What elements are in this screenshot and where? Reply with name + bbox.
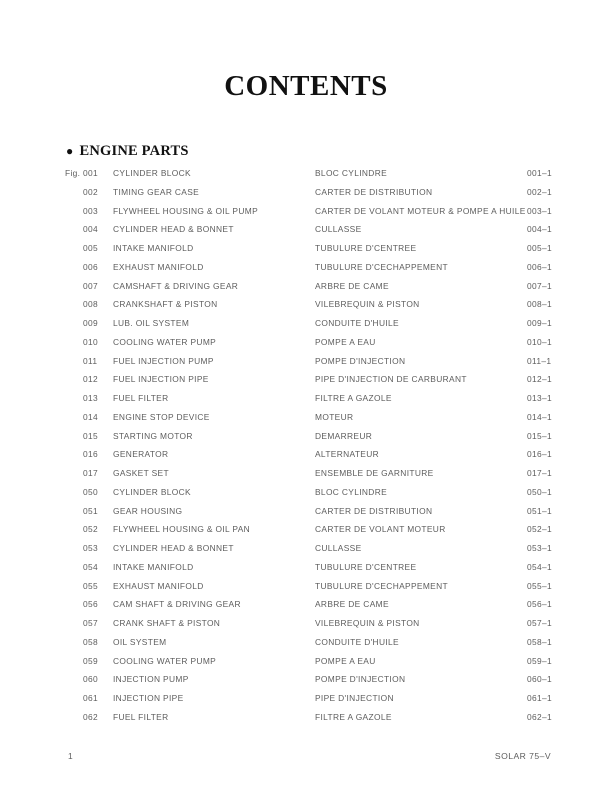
row-page-number: 052–1: [527, 524, 553, 535]
row-title-french: TUBULURE D'CECHAPPEMENT: [315, 580, 448, 591]
row-title-french: CULLASSE: [315, 543, 362, 553]
row-page-number: 001–1: [527, 168, 553, 178]
row-figure-number: 002: [83, 186, 99, 197]
row-title-english: GENERATOR: [113, 449, 169, 460]
row-figure-number: 060: [83, 674, 99, 685]
row-title-english: INTAKE MANIFOLD: [113, 561, 194, 572]
row-title-french: VILEBREQUIN & PISTON: [315, 618, 420, 628]
row-page-number: 014–1: [527, 411, 553, 422]
row-title-english: COOLING WATER PUMP: [113, 336, 217, 347]
row-title-french: POMPE A EAU: [315, 655, 376, 666]
row-title-french: ARBRE DE CAME: [315, 599, 389, 610]
row-title-english: FUEL FILTER: [113, 711, 169, 722]
table-row[interactable]: [0, 712, 612, 731]
table-row[interactable]: [0, 449, 612, 468]
row-figure-number: 058: [83, 636, 99, 647]
row-title-french: ALTERNATEUR: [315, 449, 380, 460]
row-title-english: EXHAUST MANIFOLD: [113, 580, 204, 591]
row-page-number: 002–1: [527, 186, 553, 197]
row-title-french: VILEBREQUIN & PISTON: [315, 299, 420, 310]
row-page-number: 004–1: [527, 224, 553, 235]
row-title-french: ARBRE DE CAME: [315, 280, 389, 291]
row-title-english: COOLING WATER PUMP: [113, 655, 217, 666]
row-title-english: INJECTION PUMP: [113, 674, 189, 685]
row-page-number: 008–1: [527, 299, 553, 310]
row-title-english: FUEL FILTER: [113, 393, 169, 403]
row-title-french: CARTER DE VOLANT MOTEUR & POMPE A HUILE: [315, 205, 526, 216]
row-page-number: 010–1: [527, 336, 553, 347]
row-page-number: 054–1: [527, 561, 553, 572]
row-figure-number: 051: [83, 505, 99, 516]
row-page-number: 013–1: [527, 393, 553, 403]
row-title-english: CAMSHAFT & DRIVING GEAR: [113, 280, 239, 291]
row-title-french: CARTER DE VOLANT MOTEUR: [315, 524, 446, 535]
table-row[interactable]: [0, 468, 612, 487]
row-title-english: STARTING MOTOR: [113, 430, 193, 441]
row-title-english: INJECTION PIPE: [113, 693, 184, 703]
row-title-english: LUB. OIL SYSTEM: [113, 318, 190, 328]
row-title-french: MOTEUR: [315, 411, 354, 422]
row-figure-number: 059: [83, 655, 99, 666]
row-title-english: FUEL INJECTION PUMP: [113, 355, 214, 366]
table-row[interactable]: [0, 674, 612, 693]
row-title-english: CYLINDER HEAD & BONNET: [113, 224, 234, 235]
table-row[interactable]: [0, 599, 612, 618]
row-title-french: CARTER DE DISTRIBUTION: [315, 505, 433, 516]
row-figure-number: 011: [83, 355, 98, 366]
table-row[interactable]: [0, 374, 612, 393]
row-title-french: POMPE D'INJECTION: [315, 355, 406, 366]
row-page-number: 012–1: [527, 374, 553, 385]
row-title-french: POMPE D'INJECTION: [315, 674, 406, 685]
row-figure-number: 004: [83, 224, 99, 235]
row-title-english: FUEL INJECTION PIPE: [113, 374, 209, 385]
row-figure-number: 003: [83, 205, 99, 216]
table-row[interactable]: [0, 187, 612, 206]
row-title-english: OIL SYSTEM: [113, 636, 167, 647]
row-figure-number: 014: [83, 411, 99, 422]
row-title-french: CULLASSE: [315, 224, 362, 235]
row-figure-number: 054: [83, 561, 99, 572]
page-title: CONTENTS: [224, 70, 388, 102]
table-row[interactable]: [0, 431, 612, 450]
row-title-french: ENSEMBLE DE GARNITURE: [315, 468, 434, 478]
row-title-french: CARTER DE DISTRIBUTION: [315, 186, 433, 197]
table-row[interactable]: [0, 281, 612, 300]
row-page-number: 050–1: [527, 486, 553, 497]
footer-page-number: 1: [68, 751, 73, 761]
row-figure-number: 016: [83, 449, 99, 460]
table-row[interactable]: [0, 356, 612, 375]
row-page-number: 016–1: [527, 449, 553, 460]
table-row[interactable]: [0, 318, 612, 337]
row-figure-number: 057: [83, 618, 99, 628]
table-row[interactable]: [0, 543, 612, 562]
row-page-number: 056–1: [527, 599, 553, 610]
page-footer: [0, 751, 612, 767]
row-title-english: GEAR HOUSING: [113, 505, 183, 516]
table-row[interactable]: [0, 618, 612, 637]
row-title-english: CRANKSHAFT & PISTON: [113, 299, 218, 310]
table-row[interactable]: [0, 524, 612, 543]
row-title-french: DEMARREUR: [315, 430, 373, 441]
row-title-french: BLOC CYLINDRE: [315, 168, 388, 178]
table-row[interactable]: [0, 224, 612, 243]
row-title-french: FILTRE A GAZOLE: [315, 711, 392, 722]
row-page-number: 060–1: [527, 674, 553, 685]
row-page-number: 009–1: [527, 318, 553, 328]
row-title-english: FLYWHEEL HOUSING & OIL PUMP: [113, 205, 259, 216]
table-row[interactable]: [0, 243, 612, 262]
row-figure-number: 005: [83, 243, 99, 253]
row-figure-number: 013: [83, 393, 99, 403]
row-title-french: PIPE D'INJECTION: [315, 693, 394, 703]
row-page-number: 007–1: [527, 280, 553, 291]
row-title-french: TUBULURE D'CECHAPPEMENT: [315, 261, 448, 272]
row-figure-number: 061: [83, 693, 99, 703]
row-title-english: CYLINDER BLOCK: [113, 168, 191, 178]
row-figure-number: 012: [83, 374, 99, 385]
row-fig-label: Fig.: [65, 168, 81, 178]
table-row[interactable]: [0, 412, 612, 431]
row-figure-number: 017: [83, 468, 99, 478]
table-of-contents: [0, 168, 612, 731]
row-title-english: EXHAUST MANIFOLD: [113, 261, 204, 272]
row-page-number: 011–1: [527, 355, 552, 366]
row-page-number: 062–1: [527, 711, 553, 722]
row-title-french: TUBULURE D'CENTREE: [315, 243, 417, 253]
table-row[interactable]: [0, 168, 612, 187]
footer-model-name: SOLAR 75–V: [494, 751, 551, 761]
row-title-english: TIMING GEAR CASE: [113, 186, 200, 197]
section-heading-engine-parts: [66, 143, 189, 160]
row-figure-number: 010: [83, 336, 99, 347]
row-page-number: 061–1: [527, 693, 553, 703]
table-row[interactable]: [0, 656, 612, 675]
row-page-number: 015–1: [527, 430, 553, 441]
row-page-number: 006–1: [527, 261, 553, 272]
table-row[interactable]: [0, 262, 612, 281]
table-row[interactable]: [0, 637, 612, 656]
row-figure-number: 001: [83, 168, 99, 178]
row-title-french: PIPE D'INJECTION DE CARBURANT: [315, 374, 467, 385]
row-page-number: 051–1: [527, 505, 553, 516]
table-row[interactable]: [0, 562, 612, 581]
row-page-number: 005–1: [527, 243, 553, 253]
row-figure-number: 052: [83, 524, 99, 535]
row-title-french: POMPE A EAU: [315, 336, 376, 347]
row-title-english: CYLINDER HEAD & BONNET: [113, 543, 234, 553]
row-title-french: TUBULURE D'CENTREE: [315, 561, 417, 572]
table-row[interactable]: [0, 487, 612, 506]
table-row[interactable]: [0, 506, 612, 525]
row-title-english: INTAKE MANIFOLD: [113, 243, 194, 253]
bullet-icon: ●: [66, 144, 74, 159]
row-figure-number: 015: [83, 430, 99, 441]
row-figure-number: 056: [83, 599, 99, 610]
row-page-number: 055–1: [527, 580, 553, 591]
row-page-number: 058–1: [527, 636, 553, 647]
table-row[interactable]: [0, 693, 612, 712]
row-title-english: CAM SHAFT & DRIVING GEAR: [113, 599, 241, 610]
row-title-english: ENGINE STOP DEVICE: [113, 411, 210, 422]
row-title-french: BLOC CYLINDRE: [315, 486, 388, 497]
row-page-number: 017–1: [527, 468, 553, 478]
row-page-number: 059–1: [527, 655, 553, 666]
row-page-number: 053–1: [527, 543, 553, 553]
row-title-english: FLYWHEEL HOUSING & OIL PAN: [113, 524, 251, 535]
table-row[interactable]: [0, 299, 612, 318]
table-row[interactable]: [0, 337, 612, 356]
row-title-english: CYLINDER BLOCK: [113, 486, 191, 497]
row-figure-number: 055: [83, 580, 99, 591]
row-figure-number: 009: [83, 318, 99, 328]
row-title-french: CONDUITE D'HUILE: [315, 636, 399, 647]
section-heading-label: ENGINE PARTS: [79, 143, 189, 159]
table-row[interactable]: [0, 206, 612, 225]
row-page-number: 057–1: [527, 618, 553, 628]
table-row[interactable]: [0, 393, 612, 412]
row-figure-number: 053: [83, 543, 99, 553]
row-figure-number: 062: [83, 711, 99, 722]
row-figure-number: 050: [83, 486, 99, 497]
row-figure-number: 008: [83, 299, 99, 310]
row-title-english: CRANK SHAFT & PISTON: [113, 618, 221, 628]
row-title-french: CONDUITE D'HUILE: [315, 318, 399, 328]
row-figure-number: 007: [83, 280, 99, 291]
row-title-english: GASKET SET: [113, 468, 169, 478]
row-figure-number: 006: [83, 261, 99, 272]
row-page-number: 003–1: [527, 205, 553, 216]
table-row[interactable]: [0, 581, 612, 600]
row-title-french: FILTRE A GAZOLE: [315, 393, 392, 403]
